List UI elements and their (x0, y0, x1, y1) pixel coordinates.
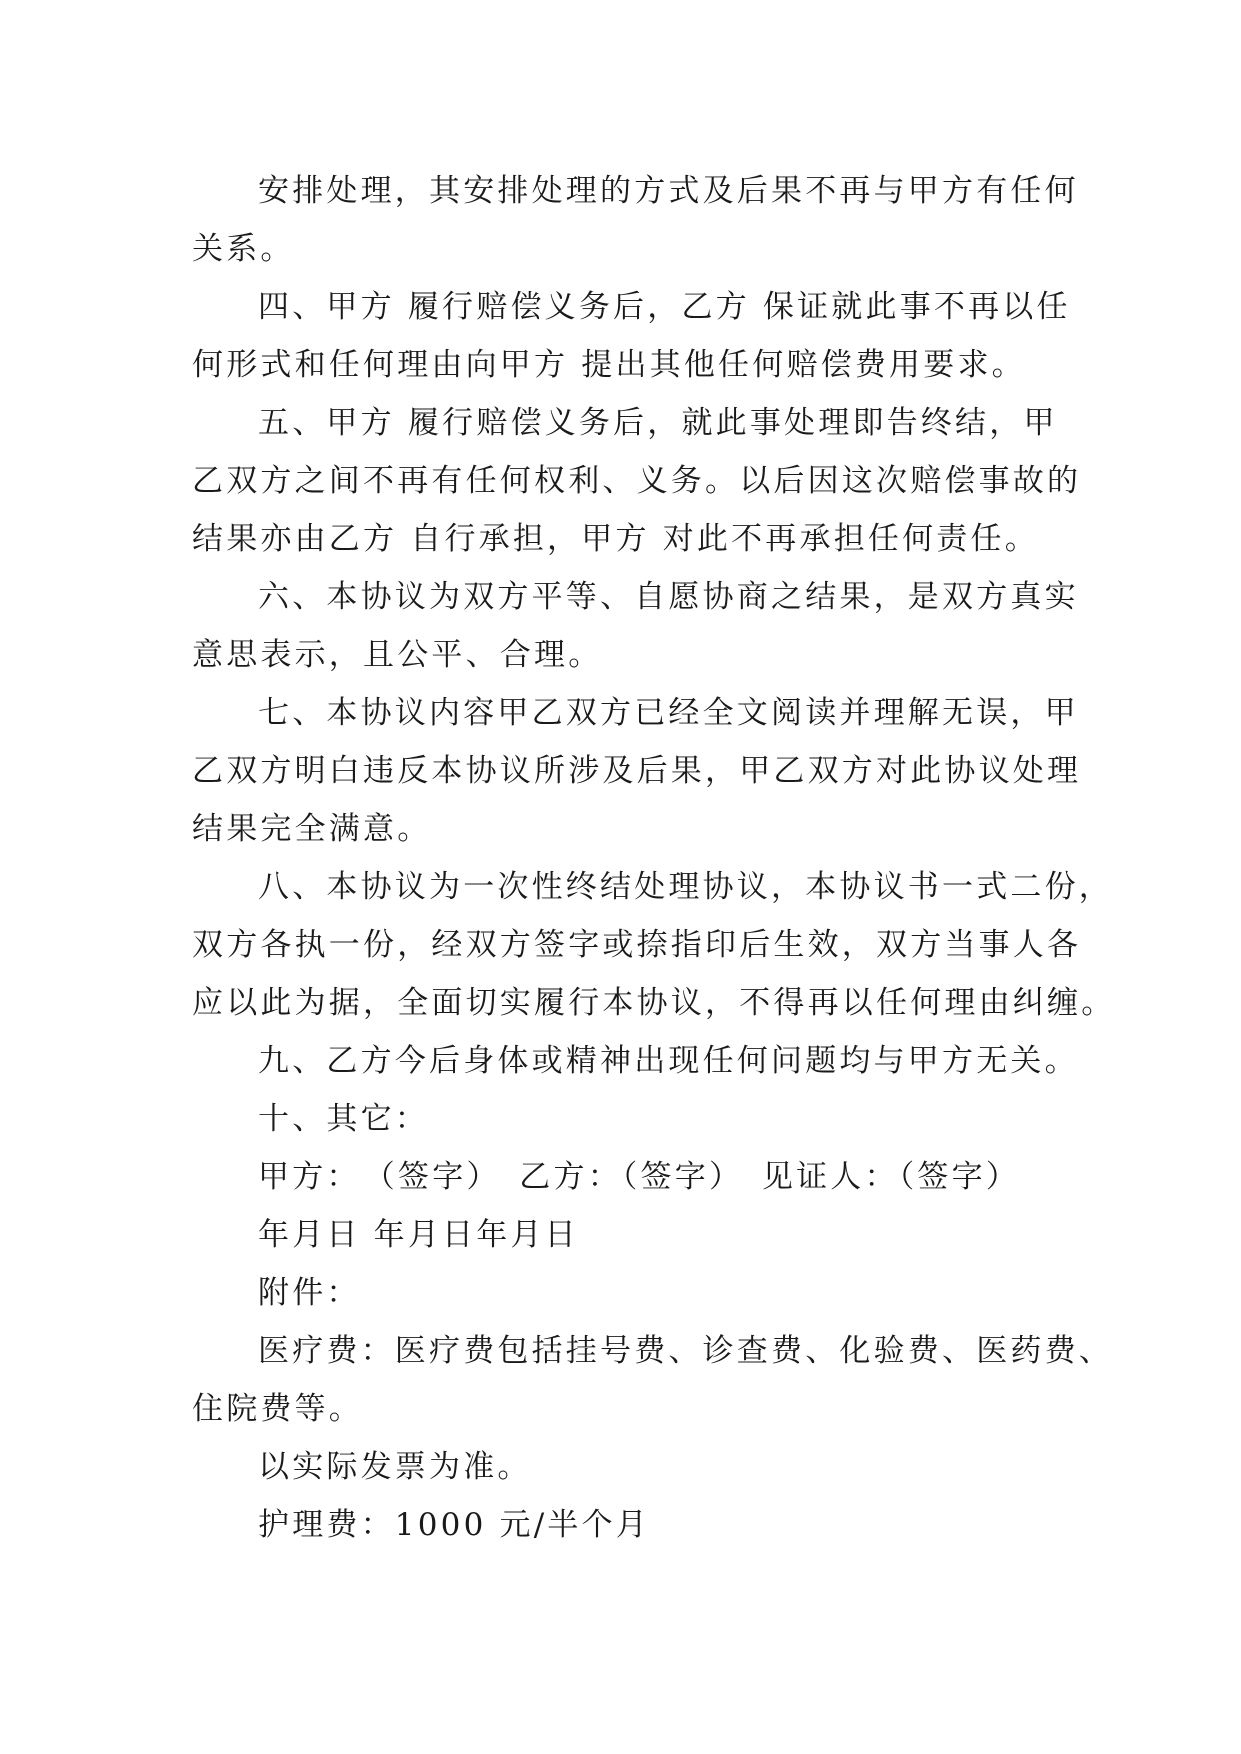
paragraph-line: 十、其它： (258, 1101, 429, 1137)
paragraph-line: 乙双方之间不再有任何权利、义务。以后因这次赔偿事故的 (192, 463, 1082, 499)
date-line: 年月日 年月日年月日 (258, 1217, 579, 1253)
paragraph-line: 八、本协议为一次性终结处理协议，本协议书一式二份， (258, 869, 1113, 905)
paragraph-line: 六、本协议为双方平等、自愿协商之结果，是双方真实 (258, 579, 1079, 615)
paragraph-line: 乙双方明白违反本协议所涉及后果，甲乙双方对此协议处理 (192, 753, 1082, 789)
paragraph-line: 关系。 (192, 231, 295, 267)
paragraph-line: 四、甲方 履行赔偿义务后，乙方 保证就此事不再以任 (258, 289, 1071, 325)
paragraph-line: 医疗费：医疗费包括挂号费、诊查费、化验费、医药费、 (258, 1333, 1113, 1369)
paragraph-line: 何形式和任何理由向甲方 提出其他任何赔偿费用要求。 (192, 347, 1026, 383)
paragraph-line: 以实际发票为准。 (258, 1449, 532, 1485)
paragraph-line: 安排处理，其安排处理的方式及后果不再与甲方有任何 (258, 173, 1079, 209)
paragraph-line: 住院费等。 (192, 1391, 363, 1427)
paragraph-line: 双方各执一份，经双方签字或捺指印后生效，双方当事人各 (192, 927, 1082, 963)
paragraph-line: 护理费：1000 元/半个月 (258, 1507, 650, 1543)
paragraph-line: 七、本协议内容甲乙双方已经全文阅读并理解无误，甲 (258, 695, 1079, 731)
paragraph-line: 结果亦由乙方 自行承担，甲方 对此不再承担任何责任。 (192, 521, 1039, 557)
signature-line: 甲方： （签字） 乙方：（签字） 见证人：（签字） (258, 1159, 1020, 1195)
paragraph-line: 九、乙方今后身体或精神出现任何问题均与甲方无关。 (258, 1043, 1079, 1079)
paragraph-line: 五、甲方 履行赔偿义务后，就此事处理即告终结，甲 (258, 405, 1058, 441)
paragraph-line: 应以此为据，全面切实履行本协议，不得再以任何理由纠缠。 (192, 985, 1116, 1021)
paragraph-line: 意思表示，且公平、合理。 (192, 637, 603, 673)
paragraph-line: 结果完全满意。 (192, 811, 432, 847)
attachment-heading: 附件： (258, 1275, 361, 1311)
document-body (192, 162, 1116, 1554)
